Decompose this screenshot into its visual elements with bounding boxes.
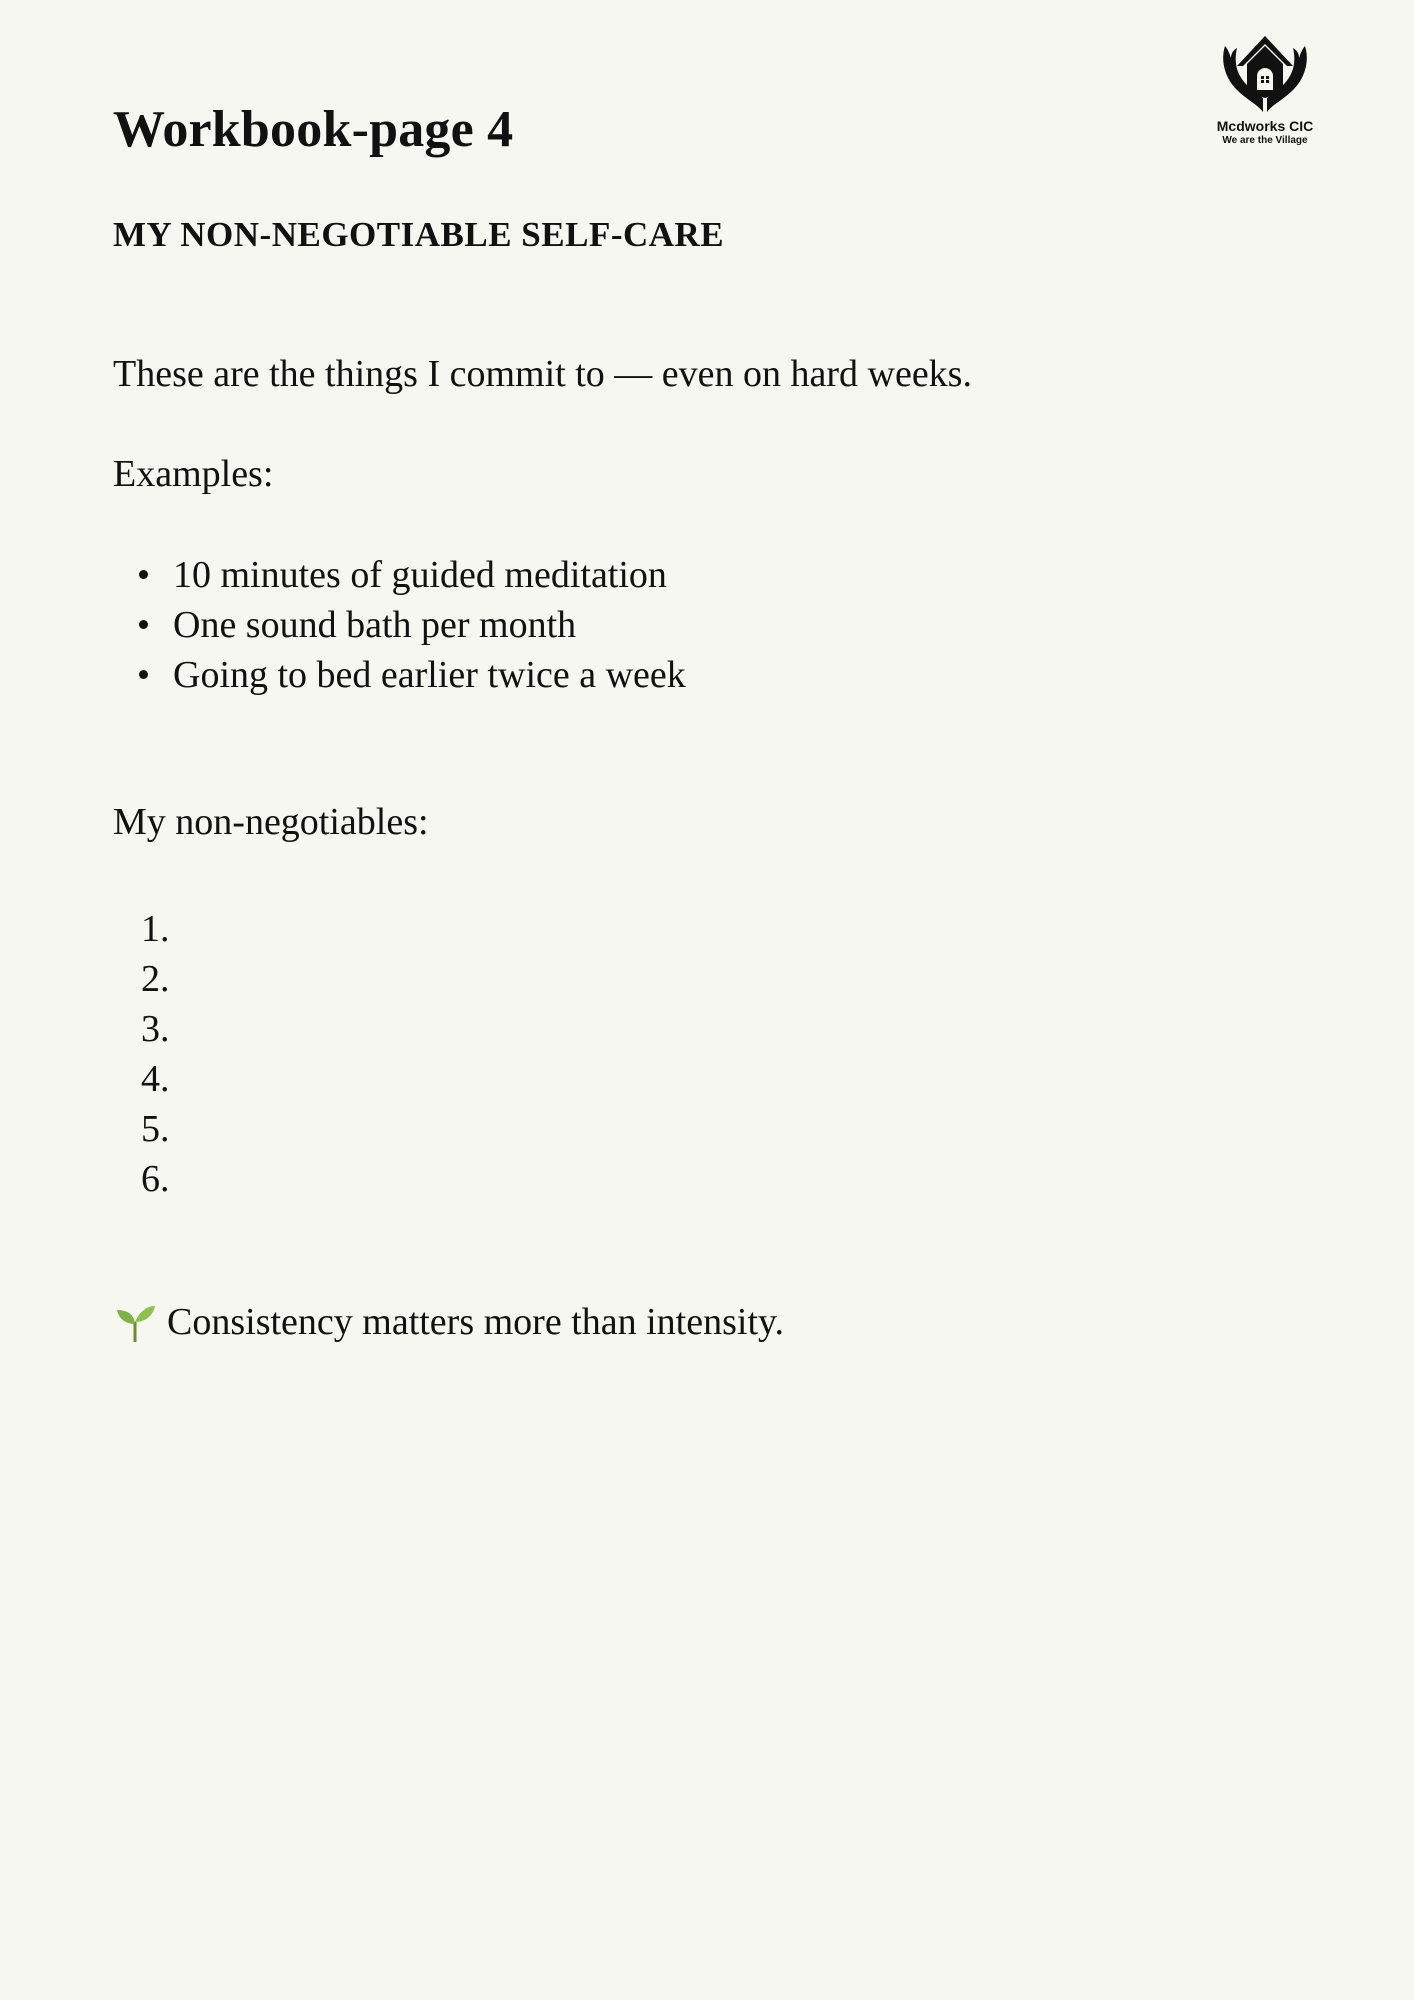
blank-list-item: 2. [141,958,170,1000]
intro-text: These are the things I commit to — even on hard weeks. [113,353,972,395]
logo [1210,28,1320,146]
list-item [113,650,686,700]
blank-list-item: 1. [141,908,170,950]
blank-list-item: 6. [141,1158,170,1200]
page-title: Workbook-page 4 [113,101,514,158]
section-heading: MY NON-NEGOTIABLE SELF-CARE [113,215,725,254]
example-text: One sound bath per month [173,604,577,646]
hands-holding-house-icon [1215,28,1315,116]
blank-list-item: 5. [141,1108,170,1150]
example-text: Going to bed earlier twice a week [173,654,686,696]
seedling-icon [113,1300,157,1344]
closing-text: Consistency matters more than intensity. [167,1301,785,1343]
non-negotiables-label: My non-negotiables: [113,801,429,843]
logo-tagline: We are the Village [1222,135,1308,146]
list-item [113,550,686,600]
bullet-icon [139,670,148,679]
logo-name: Mcdworks CIC [1216,118,1314,134]
example-text: 10 minutes of guided meditation [173,554,667,596]
non-negotiables-list [113,904,170,1204]
list-item [113,600,686,650]
closing-line [113,1300,784,1344]
examples-list [113,550,686,700]
blank-list-item: 4. [141,1058,170,1100]
blank-list-item: 3. [141,1008,170,1050]
examples-label: Examples: [113,453,274,495]
bullet-icon [139,620,148,629]
bullet-icon [139,570,148,579]
